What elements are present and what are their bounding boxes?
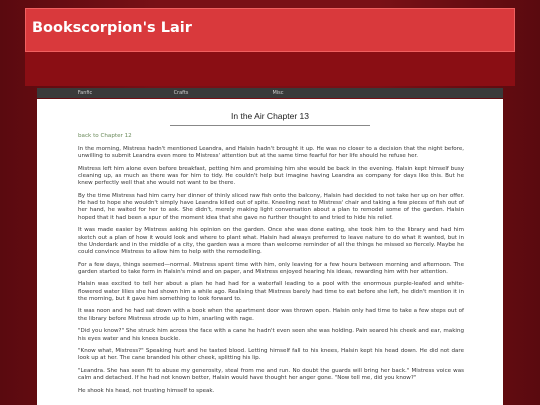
- title-divider: [170, 125, 370, 126]
- story-paragraph: It was noon and he had sat down with a book when the apartment door was thrown open. Halsin only had time to take a few steps out of the library before Mistress strode up to him, snarling with rage.: [78, 308, 464, 322]
- back-link[interactable]: back to Chapter 12: [78, 133, 132, 139]
- story-paragraph: Mistress left him alone even before breakfast, petting him and promising him she would be back in the evening. Halsin kept himself busy cleaning up, as much as there was for him to tidy. He couldn't help but imagine having Leandra as company for days like this. But he knew perfectly well that she would not want to be there.: [78, 165, 464, 187]
- story-paragraph: "Know what, Mistress?" Speaking hurt and he tasted blood. Letting himself fall to his knees, Halsin kept his head down. He did not dare look up at her. The cane branded his other cheek, splitting his lip.: [78, 348, 464, 362]
- story-paragraph: "Did you know?" She struck him across the face with a cane he hadn't even seen she was holding. Pain seared his cheek and ear, making his eyes water and his knees buckle.: [78, 328, 464, 342]
- story-paragraph: "Leandra. She has seen fit to abuse my generosity, steal from me and run. No doubt the guards will bring her back." Mistress voice was calm and detached. If he had not known better, Halsin would have thought her anger gone. "Now tell me, did you know?": [78, 367, 464, 382]
- chapter-title: In the Air Chapter 13: [231, 111, 309, 121]
- nav-bar: [37, 88, 503, 98]
- nav-item-fanfic[interactable]: Fanfic: [77, 90, 93, 96]
- story-paragraph: It was made easier by Mistress asking his opinion on the garden. Once she was done eating, she took him to the library and had him sketch out a plan of how it would look and where to plant what. Halsin had always preferred to leave nature to do what it wanted, but in the Underdark and in the middle of a city, the garden was a more than welcome reminder of all the things he missed so fiercely. Maybe he could convince Mistress to allow him to help with the remodelling.: [78, 227, 464, 256]
- site-title[interactable]: Bookscorpion's Lair: [32, 20, 192, 36]
- header-band: [25, 52, 515, 86]
- site-header: [25, 8, 515, 52]
- story-paragraph: For a few days, things seemed—normal. Mistress spent time with him, only leaving for a few hours between morning and afternoon. The garden started to take form in Halsin's mind and on paper, and Mistress enjoyed hearing his ideas, rewarding him with her attention.: [78, 261, 464, 275]
- site-frame: [25, 8, 515, 405]
- story-paragraph: By the time Mistress had him carry her dinner of thinly sliced raw fish onto the balcony, Halsin had decided to not take her up on her offer. He had to hope she wouldn't simply have Leandra killed out of spite. Kneeling next to Mistress' chair and taking a few pieces of fish out of her hand, he waited for her to ask. She didn't, merely making light conversation about a plan to remodel some of the garden. Halsin hoped that it had been a spur of the moment idea that she gave no further thought to and tried to hide his relief.: [78, 192, 464, 221]
- content-panel: [37, 99, 503, 405]
- nav-item-misc[interactable]: Misc: [272, 90, 284, 96]
- story-paragraph: In the morning, Mistress hadn't mentioned Leandra, and Halsin hadn't brought it up. He was no closer to a decision that the night before, unwilling to submit Leandra even more to Mistress' attention but at the same time fearful for her life should he refuse her.: [78, 146, 464, 160]
- story-paragraph: Halsin was excited to tell her about a plan he had had for a waterfall leading to a pool with the enormous purple-leafed and white-flowered water lilies she had shown him a while ago. Realising that Mistress barely had time to eat before she left, he didn't mention it in the morning, but it gave him something to look forward to.: [78, 281, 464, 302]
- story-body: [78, 146, 464, 400]
- nav-item-crafts[interactable]: Crafts: [173, 90, 189, 96]
- story-paragraph: He shook his head, not trusting himself to speak.: [78, 387, 215, 394]
